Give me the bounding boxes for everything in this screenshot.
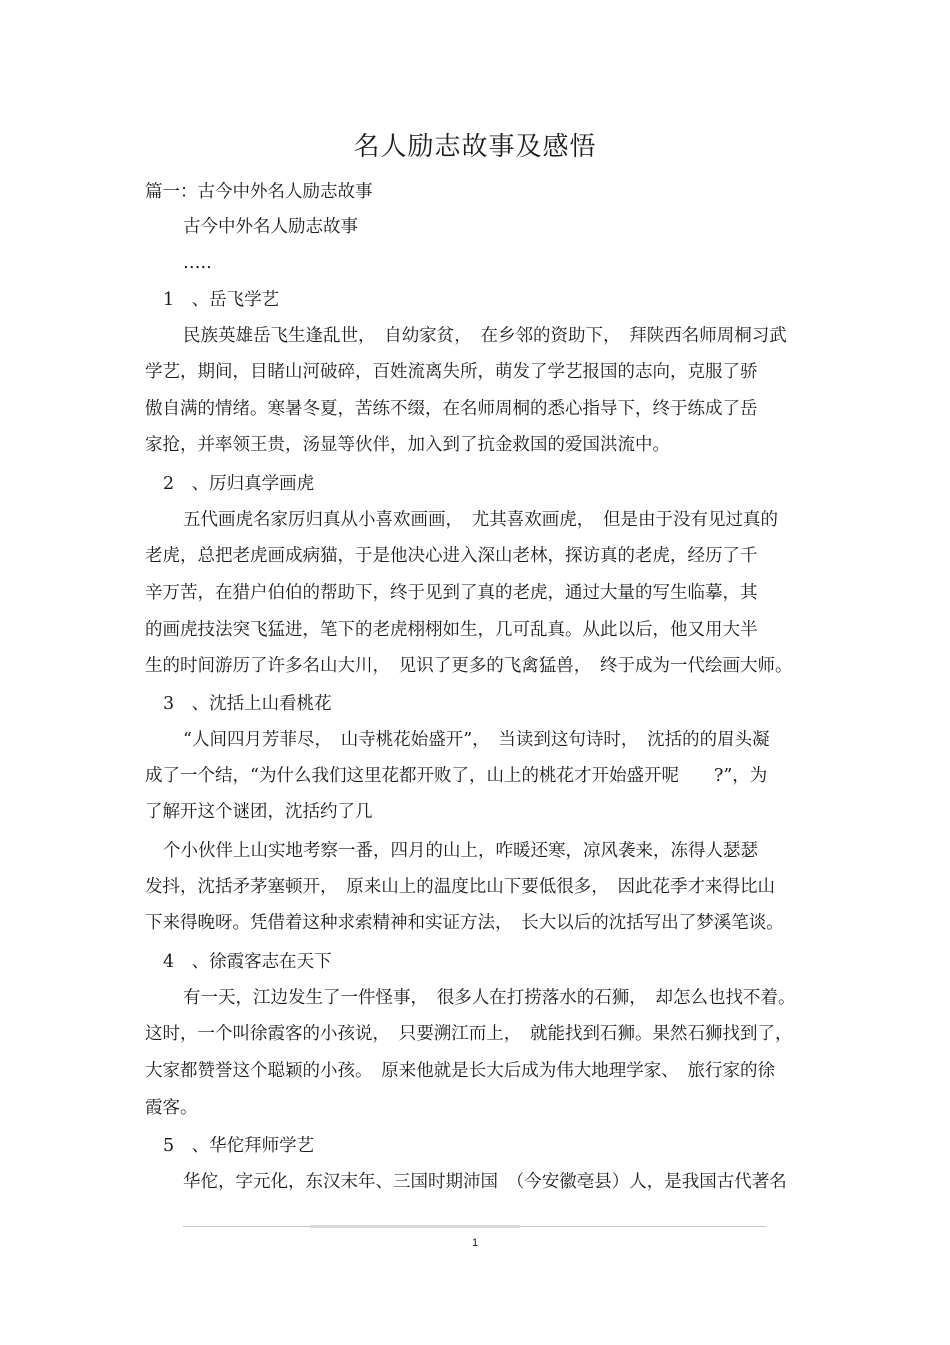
paragraph-line: 有一天，江边发生了一件怪事， 很多人在打捞落水的石狮， 却怎么也找不着。	[183, 988, 796, 1008]
paragraph-line: “人间四月芳菲尽， 山寺桃花始盛开”， 当读到这句诗时， 沈括的的眉头凝	[183, 730, 770, 750]
paragraph-line: 五代画虎名家厉归真从小喜欢画画， 尤其喜欢画虎， 但是由于没有见过真的	[183, 510, 778, 530]
paragraph-line: 大家都赞誉这个聪颖的小孩。 原来他就是长大后成为伟大地理学家、 旅行家的徐	[145, 1061, 775, 1081]
paragraph-line: 辛万苦，在猎户伯伯的帮助下，终于见到了真的老虎，通过大量的写生临摹，其	[145, 583, 758, 603]
ellipsis-line: …..	[183, 253, 212, 273]
footer-divider-shade	[310, 1225, 520, 1228]
paragraph-line: 个小伙伴上山实地考察一番，四月的山上，咋暖还寒，凉风袭来，冻得人瑟瑟	[163, 841, 758, 861]
item-heading-3: 3 、沈括上山看桃花	[163, 694, 332, 714]
paragraph-line: 民族英雄岳飞生逢乱世， 自幼家贫， 在乡邻的资助下， 拜陕西名师周桐习武	[183, 326, 787, 346]
paragraph-line: 老虎，总把老虎画成病猫，于是他决心进入深山老林，探访真的老虎，经历了千	[145, 546, 758, 566]
paragraph-line: 这时，一个叫徐霞客的小孩说， 只要溯江而上， 就能找到石狮。果然石狮找到了，	[145, 1024, 793, 1044]
paragraph-line: 学艺，期间，目睹山河破碎，百姓流离失所，萌发了学艺报国的志向，克服了骄	[145, 362, 758, 382]
document-title: 名人励志故事及感悟	[353, 132, 597, 162]
paragraph-line: 生的时间游历了许多名山大川， 见识了更多的飞禽猛兽， 终于成为一代绘画大师。	[145, 656, 793, 676]
paragraph-line: 成了一个结，“为什么我们这里花都开败了，山上的桃花才开始盛开呢 ?”，为	[145, 766, 768, 786]
paragraph-line: 家抢，并率领王贵，汤显等伙伴，加入到了抗金救国的爱国洪流中。	[145, 435, 670, 455]
paragraph-line: 了解开这个谜团，沈括约了几	[145, 802, 373, 822]
page-number: 1	[471, 1237, 479, 1249]
subheading: 古今中外名人励志故事	[183, 217, 358, 237]
item-heading-1: 1 、岳飞学艺	[163, 290, 280, 310]
paragraph-line: 傲自满的情绪。寒暑冬夏，苦练不缀，在名师周桐的悉心指导下，终于练成了岳	[145, 399, 758, 419]
item-heading-2: 2 、厉归真学画虎	[163, 474, 315, 494]
item-heading-4: 4 、徐霞客志在天下	[163, 952, 332, 972]
paragraph-line: 华佗，字元化，东汉末年、三国时期沛国 （今安徽亳县）人，是我国古代著名	[183, 1172, 787, 1192]
section-heading: 篇一：古今中外名人励志故事	[145, 182, 373, 202]
paragraph-line: 霞客。	[145, 1098, 198, 1118]
paragraph-line: 发抖，沈括矛茅塞顿开， 原来山上的温度比山下要低很多， 因此花季才来得比山	[145, 877, 775, 897]
item-heading-5: 5 、华佗拜师学艺	[163, 1136, 315, 1156]
paragraph-line: 的画虎技法突飞猛进，笔下的老虎栩栩如生，几可乱真。从此以后，他又用大半	[145, 620, 758, 640]
paragraph-line: 下来得晚呀。凭借着这种求索精神和实证方法， 长大以后的沈括写出了梦溪笔谈。	[145, 913, 784, 933]
